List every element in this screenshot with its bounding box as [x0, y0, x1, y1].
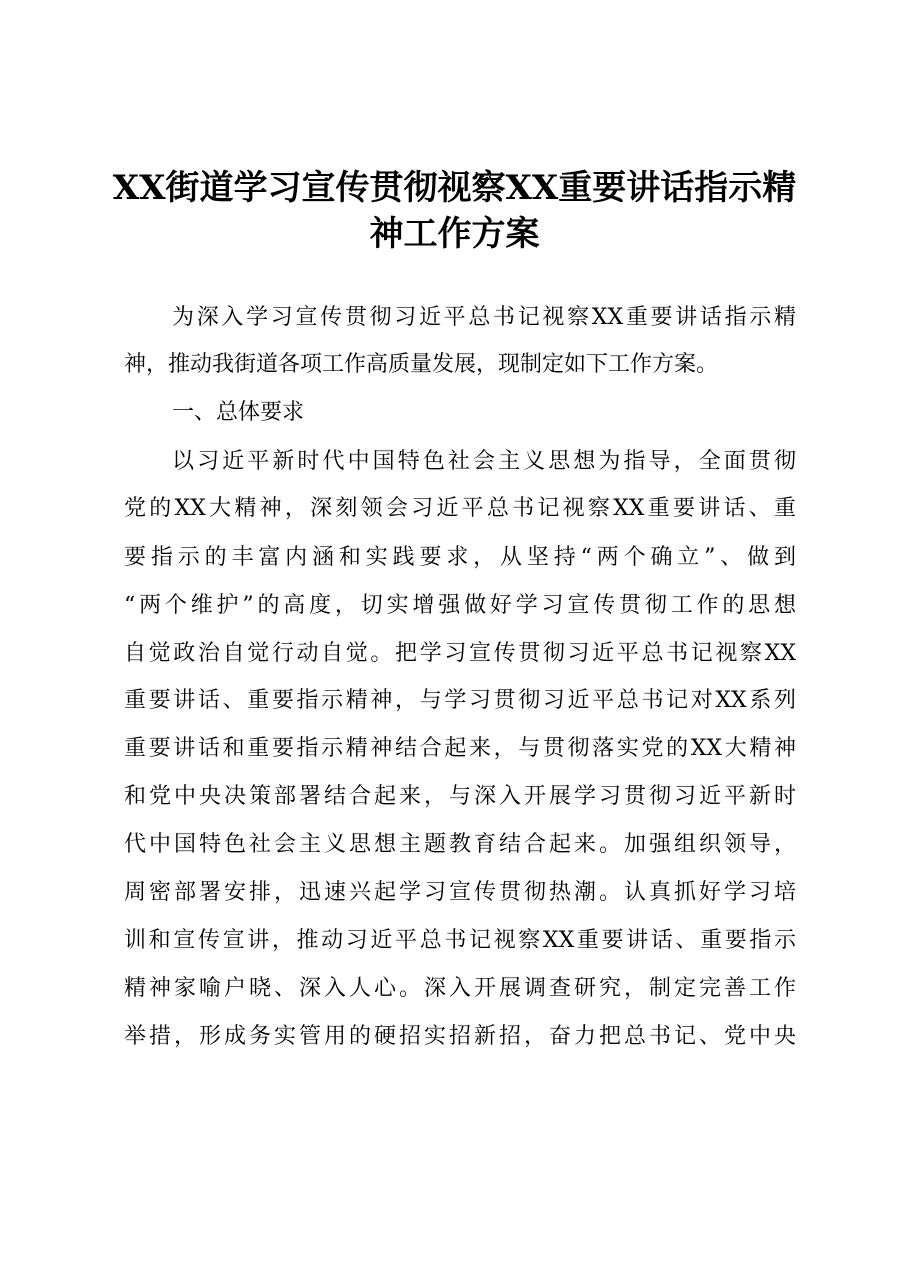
- body-line: “两个维护”的高度，切实增强做好学习宣传贯彻工作的思想: [124, 593, 796, 618]
- body-line: 重要讲话、重要指示精神，与学习贯彻习近平总书记对XX系列: [124, 688, 796, 713]
- body-line: 自觉政治自觉行动自觉。把学习宣传贯彻习近平总书记视察XX: [124, 641, 796, 666]
- body-line: 精神家喻户晓、深入人心。深入开展调查研究，制定完善工作: [124, 976, 796, 1001]
- body-line: 周密部署安排，迅速兴起学习宣传贯彻热潮。认真抓好学习培: [124, 880, 796, 905]
- intro-line-2: 神，推动我街道各项工作高质量发展，现制定如下工作方案。: [124, 352, 719, 377]
- body-line: 训和宣传宣讲，推动习近平总书记视察XX重要讲话、重要指示: [124, 928, 796, 953]
- body-line: 代中国特色社会主义思想主题教育结合起来。加强组织领导，: [124, 832, 796, 857]
- body-line: 以习近平新时代中国特色社会主义思想为指导，全面贯彻: [172, 449, 796, 474]
- body-line: 和党中央决策部署结合起来，与深入开展学习贯彻习近平新时: [124, 784, 796, 809]
- body-line: 党的XX大精神，深刻领会习近平总书记视察XX重要讲话、重: [124, 496, 796, 521]
- body-line: 要指示的丰富内涵和实践要求，从坚持“两个确立”、做到: [124, 545, 796, 570]
- body-line: 重要讲话和重要指示精神结合起来，与贯彻落实党的XX大精神: [124, 736, 796, 761]
- body-line: 举措，形成务实管用的硬招实招新招，奋力把总书记、党中央: [124, 1024, 796, 1049]
- section-heading: 一、总体要求: [172, 400, 305, 425]
- document-title-line-1: XX街道学习宣传贯彻视察XX重要讲话指示精: [112, 168, 797, 208]
- document-title-line-2: 神工作方案: [369, 214, 540, 254]
- intro-line-1: 为深入学习宣传贯彻习近平总书记视察XX重要讲话指示精: [172, 305, 796, 330]
